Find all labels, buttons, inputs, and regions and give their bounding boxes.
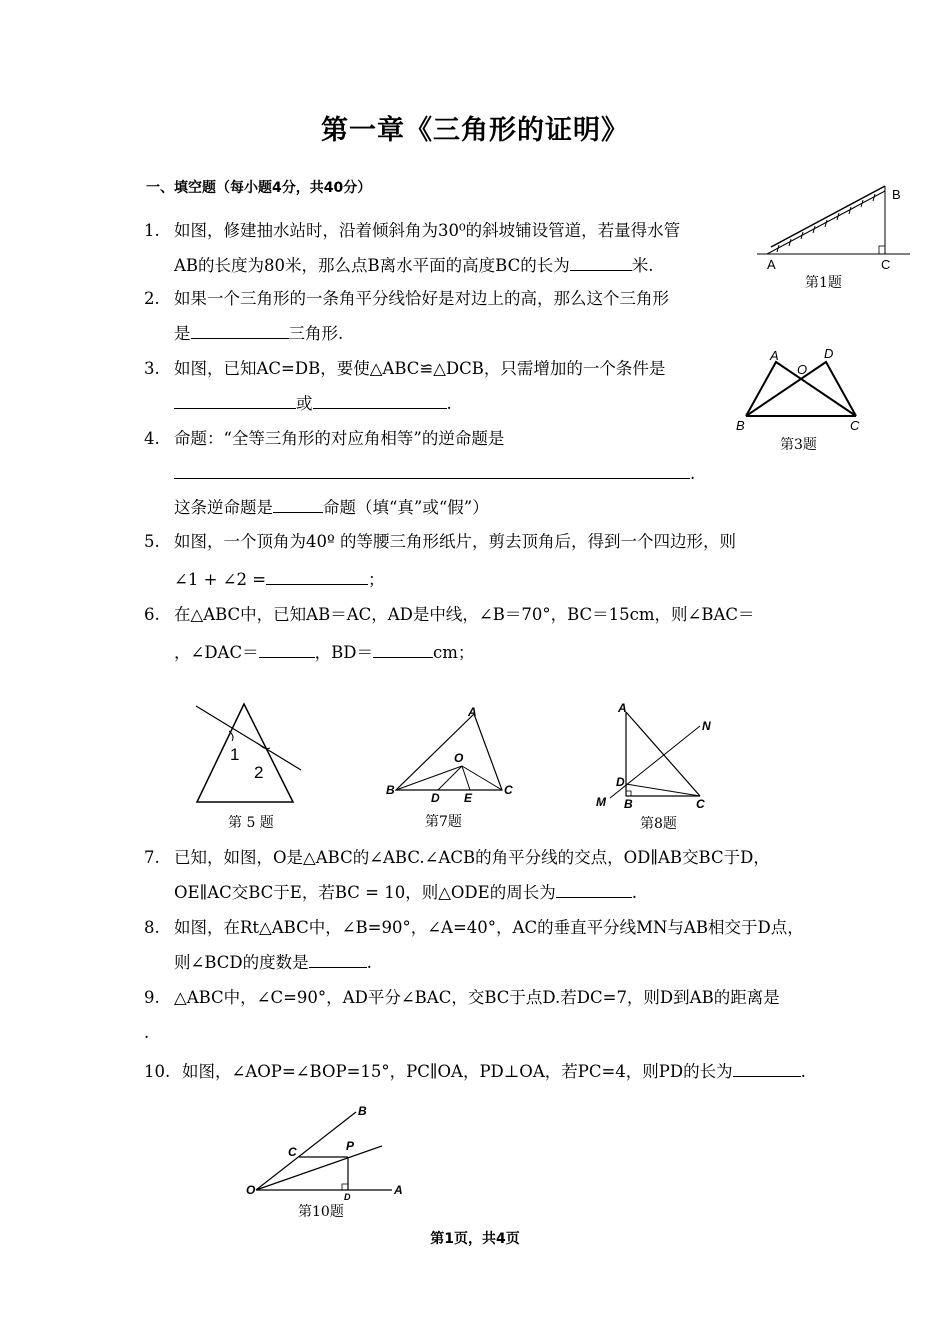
figure-label: A bbox=[468, 705, 477, 719]
question-4-line3 bbox=[174, 496, 489, 519]
answer-blank[interactable] bbox=[273, 496, 323, 513]
figure-label: E bbox=[464, 791, 473, 805]
figure-label: B bbox=[386, 783, 395, 797]
answer-blank[interactable] bbox=[373, 641, 433, 658]
figure-label: C bbox=[881, 257, 891, 272]
question-text: 或 bbox=[296, 394, 313, 413]
question-9 bbox=[144, 987, 780, 1009]
question-number: 3. bbox=[144, 359, 160, 378]
question-text: 如图，∠AOP=∠BOP=15°，PC∥OA，PD⊥OA，若PC=4，则PD的长为 bbox=[182, 1062, 733, 1081]
answer-blank[interactable] bbox=[174, 462, 690, 479]
figure-label: C bbox=[288, 1145, 297, 1159]
question-1 bbox=[144, 220, 680, 242]
question-text: OE∥AC交BC于E，若BC = 10，则△ODE的周长为 bbox=[174, 883, 556, 902]
question-text: 如果一个三角形的一条角平分线恰好是对边上的高，那么这个三角形 bbox=[174, 289, 669, 308]
answer-blank[interactable] bbox=[570, 254, 632, 271]
question-4-line2 bbox=[174, 462, 695, 485]
figure-caption: 第3题 bbox=[780, 437, 817, 453]
question-text: 如图，在Rt△ABC中，∠B=90°，∠A=40°，AC的垂直平分线MN与AB相交于D点， bbox=[174, 918, 804, 937]
question-10 bbox=[144, 1060, 806, 1083]
question-text: 是 bbox=[174, 324, 191, 343]
question-text: . bbox=[144, 1023, 150, 1042]
question-text: . bbox=[446, 394, 452, 413]
question-1-line2 bbox=[174, 254, 653, 277]
question-number: 2. bbox=[144, 289, 160, 308]
question-number: 5. bbox=[144, 532, 160, 551]
question-text: 则∠BCD的度数是 bbox=[174, 953, 309, 972]
answer-blank[interactable] bbox=[266, 568, 368, 585]
question-number: 4. bbox=[144, 429, 160, 448]
figure-3-triangles bbox=[730, 346, 870, 434]
question-number: 8. bbox=[144, 918, 160, 937]
figure-label: D bbox=[344, 1192, 351, 1200]
figure-label: D bbox=[824, 346, 834, 361]
figure-caption: 第10题 bbox=[298, 1204, 344, 1220]
question-3-line2 bbox=[174, 392, 452, 415]
figure-label: D bbox=[616, 775, 625, 789]
question-7-line2 bbox=[174, 881, 637, 904]
figure-label: O bbox=[454, 751, 464, 765]
figure-caption: 第 5 题 bbox=[228, 815, 274, 831]
answer-blank[interactable] bbox=[191, 322, 289, 339]
question-text: cm； bbox=[432, 643, 475, 662]
question-5 bbox=[144, 531, 736, 553]
question-text: . bbox=[690, 464, 696, 483]
question-8 bbox=[144, 917, 804, 939]
figure-label: 1 bbox=[230, 745, 240, 764]
figure-8-perpendicular-bisector bbox=[592, 698, 720, 810]
question-text: 命题：“全等三角形的对应角相等”的逆命题是 bbox=[174, 429, 505, 448]
question-text: ∠1 + ∠2 = bbox=[174, 570, 267, 589]
question-text: △ABC中，∠C=90°，AD平分∠BAC，交BC于点D.若DC=7，则D到AB的距离是 bbox=[174, 988, 780, 1007]
question-number: 1. bbox=[144, 221, 160, 240]
question-number: 10. bbox=[144, 1062, 171, 1081]
page-footer: 第1页，共4页 bbox=[430, 1231, 520, 1247]
question-text: . bbox=[800, 1062, 806, 1081]
question-text: ，∠DAC＝ bbox=[174, 643, 259, 662]
figure-label: A bbox=[767, 257, 776, 272]
question-9-line2 bbox=[144, 1022, 149, 1044]
question-text: ； bbox=[368, 570, 385, 589]
question-text: 这条逆命题是 bbox=[174, 498, 273, 517]
figure-label: B bbox=[892, 187, 901, 202]
figure-label: 2 bbox=[254, 763, 264, 782]
figure-label: O bbox=[797, 362, 808, 377]
question-text: 如图，一个顶角为40º 的等腰三角形纸片，剪去顶角后，得到一个四边形，则 bbox=[174, 532, 736, 551]
question-5-line2 bbox=[174, 568, 385, 591]
figure-label: C bbox=[696, 797, 705, 810]
figure-label: M bbox=[596, 795, 606, 809]
figure-label: B bbox=[736, 418, 745, 433]
question-text: 米. bbox=[631, 256, 654, 275]
figure-label: C bbox=[850, 418, 860, 433]
figure-5-cut-triangle bbox=[190, 698, 305, 808]
question-4 bbox=[144, 428, 504, 450]
section-heading: 一、填空题（每小题4分，共40分） bbox=[146, 180, 372, 196]
figure-label: N bbox=[702, 719, 711, 733]
answer-blank[interactable] bbox=[313, 392, 447, 409]
answer-blank[interactable] bbox=[174, 392, 296, 409]
question-text: 三角形. bbox=[288, 324, 344, 343]
question-text: 已知，如图，O是△ABC的∠ABC.∠ACB的角平分线的交点，OD∥AB交BC于D， bbox=[174, 848, 770, 867]
figure-label: A bbox=[770, 348, 779, 363]
answer-blank[interactable] bbox=[309, 951, 367, 968]
figure-label: A bbox=[394, 1183, 403, 1197]
page-title: 第一章《三角形的证明》 bbox=[321, 115, 629, 146]
question-8-line2 bbox=[174, 951, 372, 974]
question-text: 如图，已知AC=DB，要使△ABC≌△DCB，只需增加的一个条件是 bbox=[174, 359, 666, 378]
figure-label: D bbox=[431, 791, 440, 805]
question-7 bbox=[144, 847, 770, 869]
figure-label: C bbox=[504, 783, 513, 797]
question-2 bbox=[144, 288, 669, 310]
question-text: AB的长度为80米，那么点B离水平面的高度BC的长为 bbox=[174, 256, 570, 275]
answer-blank[interactable] bbox=[733, 1060, 801, 1077]
question-3 bbox=[144, 358, 665, 380]
figure-label: B bbox=[624, 797, 633, 810]
question-number: 9. bbox=[144, 988, 160, 1007]
answer-blank[interactable] bbox=[556, 881, 632, 898]
figure-label: O bbox=[246, 1183, 256, 1197]
figure-label: P bbox=[346, 1139, 355, 1153]
question-text: 命题（填“真”或“假”） bbox=[323, 498, 489, 517]
figure-label: B bbox=[358, 1104, 367, 1118]
question-text: 在△ABC中，已知AB＝AC，AD是中线，∠B＝70°，BC＝15cm，则∠BAC＝ bbox=[174, 605, 755, 624]
question-2-line2 bbox=[174, 322, 343, 345]
question-6 bbox=[144, 604, 755, 626]
figure-caption: 第7题 bbox=[425, 814, 462, 830]
question-text: 如图，修建抽水站时，沿着倾斜角为30⁰的斜坡铺设管道，若量得水管 bbox=[174, 221, 681, 240]
question-text: . bbox=[366, 953, 372, 972]
figure-7-bisectors bbox=[384, 704, 516, 806]
answer-blank[interactable] bbox=[259, 641, 315, 658]
question-6-line2 bbox=[174, 641, 474, 664]
figure-1-slope bbox=[755, 183, 915, 273]
question-number: 7. bbox=[144, 848, 160, 867]
figure-caption: 第1题 bbox=[805, 275, 842, 291]
question-number: 6. bbox=[144, 605, 160, 624]
figure-label: A bbox=[618, 701, 627, 715]
question-text: ，BD＝ bbox=[314, 643, 373, 662]
figure-caption: 第8题 bbox=[640, 816, 677, 832]
question-text: . bbox=[631, 883, 637, 902]
figure-10-angle-bisector bbox=[242, 1100, 408, 1200]
